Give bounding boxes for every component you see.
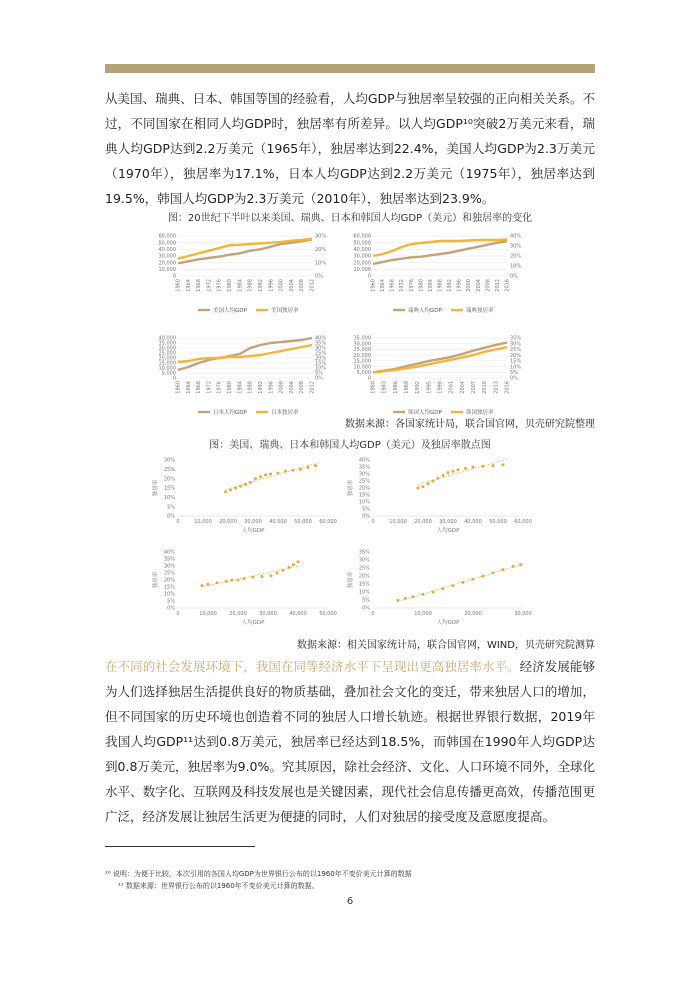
scatter-point [282, 569, 285, 572]
y-left-tick-label: 0 [367, 375, 371, 382]
y-right-tick-label: 0% [315, 273, 323, 280]
y-tick-label: 15% [358, 581, 370, 588]
scatter-point [472, 466, 475, 469]
x-tick-label: 1980 [227, 381, 234, 394]
y-tick-label: 25% [358, 565, 370, 572]
x-tick-label: 1968 [196, 279, 203, 292]
y-left-tick-label: 0 [172, 375, 176, 382]
x-tick-label: 2004 [459, 381, 466, 394]
x-tick-label: 2012 [309, 381, 316, 394]
scatter-point [243, 577, 246, 580]
y-left-tick-label: 25,000 [158, 350, 176, 357]
line-chart-sweden [345, 228, 535, 320]
y-tick-label: 0% [362, 605, 370, 612]
x-tick-label: 1992 [415, 381, 422, 394]
scatter-point [442, 587, 445, 590]
y-right-tick-label: 10% [510, 364, 522, 371]
y-tick-label: 5% [167, 504, 175, 511]
x-tick-label: 1988 [437, 279, 444, 292]
y-left-tick-label: 60,000 [353, 233, 371, 240]
legend-label: 日本独居率 [271, 410, 299, 416]
y-tick-label: 20% [163, 476, 175, 483]
x-tick-label: 0 [176, 519, 180, 525]
y-left-tick-label: 30,000 [158, 253, 176, 260]
x-tick-label: 1992 [447, 279, 454, 292]
x-tick-label: 1968 [389, 279, 396, 292]
x-tick-label: 40,000 [269, 519, 287, 525]
scatter-point [314, 464, 317, 467]
y-right-tick-label: 15% [510, 358, 522, 365]
legend-label: 美国独居率 [271, 308, 299, 314]
y-right-tick-label: 25% [510, 347, 522, 354]
x-axis-title: 人均GDP [436, 528, 460, 534]
scatter-point [404, 597, 407, 600]
y-axis-title: 独居率 [348, 571, 354, 589]
x-tick-label: 1964 [380, 279, 387, 292]
x-tick-label: 2000 [278, 279, 285, 292]
x-tick-label: 1988 [247, 279, 254, 292]
y-tick-label: 20% [358, 485, 370, 492]
series-line [373, 241, 507, 264]
paragraph-2 [105, 654, 595, 829]
scatter-point [462, 581, 465, 584]
y-axis-title: 独居率 [153, 479, 159, 497]
scatter-point [492, 464, 495, 467]
scatter-point [261, 575, 264, 578]
scatter-point [225, 580, 228, 583]
y-left-tick-label: 35,000 [158, 340, 176, 347]
legend-label: 韩国独居率 [466, 410, 494, 416]
y-right-tick-label: 30% [315, 233, 327, 240]
x-tick-label: 1996 [268, 279, 275, 292]
x-tick-label: 1960 [175, 381, 182, 394]
series-line [178, 239, 312, 259]
x-tick-label: 2008 [485, 279, 492, 292]
x-tick-label: 1984 [237, 279, 244, 292]
x-tick-label: 1968 [196, 381, 203, 394]
legend-label: 美国人均GDP [213, 308, 247, 314]
scatter-point [502, 463, 505, 466]
scatter-point [201, 584, 204, 587]
legend-label: 瑞典独居率 [466, 308, 494, 314]
figure2-caption: 图：美国、瑞典、日本和韩国人均GDP（美元）及独居率散点图 [209, 440, 491, 451]
scatter-point [417, 487, 420, 490]
y-right-tick-label: 30% [510, 341, 522, 348]
y-right-tick-label: 20% [315, 355, 327, 362]
y-left-tick-label: 0 [172, 273, 176, 280]
scatter-point [216, 581, 219, 584]
y-left-tick-label: 5,000 [161, 370, 176, 377]
scatter-point [502, 568, 505, 571]
y-tick-label: 25% [163, 467, 175, 474]
x-tick-label: 40,000 [464, 519, 482, 525]
scatter-point [276, 572, 279, 575]
scatter-point [259, 475, 262, 478]
y-tick-label: 5% [362, 506, 370, 513]
x-tick-label: 1972 [206, 279, 213, 292]
y-right-tick-label: 20% [315, 247, 327, 254]
y-tick-label: 0% [167, 513, 175, 520]
y-right-tick-label: 10% [315, 260, 327, 267]
y-tick-label: 30% [163, 563, 175, 570]
scatter-chart-sweden [345, 454, 535, 538]
scatter-point [249, 481, 252, 484]
x-tick-label: 2004 [288, 381, 295, 394]
y-right-tick-label: 40% [315, 335, 327, 342]
x-tick-label: 2010 [482, 381, 489, 394]
y-tick-label: 35% [163, 556, 175, 563]
y-left-tick-label: 50,000 [158, 240, 176, 247]
y-axis-title: 独居率 [348, 479, 354, 497]
y-right-tick-label: 20% [510, 253, 522, 260]
scatter-point [519, 563, 522, 566]
x-axis-title: 人均GDP [241, 528, 265, 534]
scatter-point [239, 485, 242, 488]
scatter-point [472, 578, 475, 581]
y-left-tick-label: 60,000 [158, 233, 176, 240]
y-left-tick-label: 10,000 [353, 267, 371, 274]
y-right-tick-label: 25% [315, 350, 327, 357]
y-left-tick-label: 40,000 [158, 247, 176, 254]
x-tick-label: 20,000 [464, 611, 482, 617]
scatter-point [297, 560, 300, 563]
y-tick-label: 15% [163, 584, 175, 591]
figure1-caption: 图：20世纪下半叶以来美国、瑞典、日本和韩国人均GDP（美元）和独居率的变化 [167, 213, 533, 224]
y-tick-label: 5% [362, 597, 370, 604]
x-tick-label: 1960 [175, 279, 182, 292]
scatter-point [292, 469, 295, 472]
x-tick-label: 2000 [466, 279, 473, 292]
scatter-point [292, 563, 295, 566]
scatter-point [270, 574, 273, 577]
scatter-point [288, 566, 291, 569]
y-tick-label: 30% [163, 457, 175, 464]
x-axis-title: 人均GDP [241, 620, 265, 626]
y-right-tick-label: 5% [315, 370, 323, 377]
x-tick-label: 2012 [494, 279, 501, 292]
x-tick-label: 1964 [185, 381, 192, 394]
scatter-point [482, 465, 485, 468]
figure2-source: 数据来源：相关国家统计局，联合国官网，WIND，贝壳研究院测算 [296, 640, 595, 651]
header-accent-bar [105, 64, 595, 73]
scatter-point [422, 593, 425, 596]
x-tick-label: 1992 [257, 279, 264, 292]
x-tick-label: 2012 [309, 279, 316, 292]
x-tick-label: 1995 [426, 381, 433, 394]
y-tick-label: 35% [358, 549, 370, 556]
scatter-point [442, 474, 445, 477]
y-tick-label: 30% [358, 471, 370, 478]
paragraph-2-body: 经济发展能够为人们选择独居生活提供良好的物质基础，叠加社会文化的变迁，带来独居人口的增加，但不同国家的历史环境也创造着不同的独居人口增长轨迹。根据世界银行数据，2019年我国人均GDP¹¹达到0.8万美元，独居率已经达到18.5%，而韩国在1990年人均GDP达到0.8万美元，独居率为9.0%。究其原因，除社会经济、文化、人口环境不同外，全球化水平、数字化、互联网及科技发展也是关键因素，现代社会信息传播更高效，传播范围更广泛，经济发展让独居生活更为便捷的同时，人们对独居的接受度及意愿度提高。 [105, 659, 595, 824]
y-left-tick-label: 30,000 [353, 341, 371, 348]
legend-label: 韩国人均GDP [408, 410, 442, 416]
x-tick-label: 50,000 [294, 519, 312, 525]
scatter-point [427, 482, 430, 485]
y-left-tick-label: 10,000 [353, 364, 371, 371]
y-tick-label: 25% [358, 478, 370, 485]
y-right-tick-label: 15% [315, 360, 327, 367]
y-tick-label: 35% [358, 464, 370, 471]
scatter-point [432, 480, 435, 483]
y-left-tick-label: 10,000 [158, 267, 176, 274]
x-tick-label: 1976 [408, 279, 415, 292]
y-right-tick-label: 30% [315, 345, 327, 352]
y-tick-label: 10% [163, 591, 175, 598]
scatter-point [237, 579, 240, 582]
y-left-tick-label: 0 [367, 273, 371, 280]
scatter-point [254, 477, 257, 480]
y-left-tick-label: 30,000 [353, 253, 371, 260]
scatter-point [464, 467, 467, 470]
y-tick-label: 15% [358, 492, 370, 499]
scatter-point [482, 575, 485, 578]
y-left-tick-label: 20,000 [353, 260, 371, 267]
x-tick-label: 0 [371, 611, 375, 617]
paragraph-1: 从美国、瑞典、日本、韩国等国的经验看，人均GDP与独居率呈较强的正向相关关系。不过，不同国家在相同人均GDP时，独居率有所差异。以人均GDP¹⁰突破2万美元来看，瑞典人均GDP达到2.2万美元（1965年），独居率达到22.4%，美国人均GDP为2.3万美元（1970年），独居率为17.1%，日本人均GDP达到2.2万美元（1975年），独居率达到19.5%，韩国人均GDP为2.3万美元（2010年），独居率达到23.9%。 [105, 91, 595, 206]
scatter-point [207, 583, 210, 586]
y-left-tick-label: 50,000 [353, 240, 371, 247]
x-tick-label: 1996 [456, 279, 463, 292]
legend-label: 瑞典人均GDP [408, 308, 442, 314]
y-tick-label: 20% [358, 573, 370, 580]
scatter-point [307, 466, 310, 469]
x-tick-label: 50,000 [319, 611, 337, 617]
x-tick-label: 1964 [185, 279, 192, 292]
y-tick-label: 25% [163, 570, 175, 577]
y-right-tick-label: 0% [510, 375, 518, 382]
x-tick-label: 20,000 [229, 611, 247, 617]
y-tick-label: 15% [163, 485, 175, 492]
scatter-point [244, 483, 247, 486]
y-tick-label: 10% [358, 589, 370, 596]
y-right-tick-label: 35% [510, 335, 522, 342]
x-tick-label: 1986 [392, 381, 399, 394]
legend-label: 日本人均GDP [213, 410, 247, 416]
scatter-point [422, 485, 425, 488]
y-axis-title: 独居率 [153, 571, 159, 589]
x-tick-label: 1980 [418, 279, 425, 292]
y-tick-label: 40% [163, 549, 175, 556]
series-line [178, 345, 312, 362]
y-tick-label: 0% [362, 513, 370, 520]
y-right-tick-label: 40% [510, 233, 522, 240]
y-left-tick-label: 35,000 [353, 335, 371, 342]
y-left-tick-label: 40,000 [353, 247, 371, 254]
x-tick-label: 2013 [493, 381, 500, 394]
x-tick-label: 10,000 [414, 611, 432, 617]
x-tick-label: 30,000 [514, 611, 532, 617]
page-number: 6 [346, 896, 354, 907]
x-tick-label: 2001 [448, 381, 455, 394]
x-tick-label: 60,000 [514, 519, 532, 525]
x-tick-label: 10,000 [389, 519, 407, 525]
y-tick-label: 40% [358, 457, 370, 464]
x-tick-label: 1983 [381, 381, 388, 394]
x-tick-label: 10,000 [199, 611, 217, 617]
x-tick-label: 30,000 [259, 611, 277, 617]
y-tick-label: 30% [358, 557, 370, 564]
scatter-point [234, 487, 237, 490]
y-tick-label: 0% [167, 605, 175, 612]
x-tick-label: 2000 [278, 381, 285, 394]
x-tick-label: 1988 [247, 381, 254, 394]
x-tick-label: 30,000 [439, 519, 457, 525]
line-chart-korea [345, 330, 535, 422]
x-tick-label: 2008 [299, 381, 306, 394]
scatter-point [437, 477, 440, 480]
x-tick-label: 2004 [288, 279, 295, 292]
x-tick-label: 20,000 [219, 519, 237, 525]
x-tick-label: 0 [371, 519, 375, 525]
y-left-tick-label: 15,000 [353, 358, 371, 365]
x-tick-label: 1972 [399, 279, 406, 292]
x-tick-label: 50,000 [489, 519, 507, 525]
scatter-point [457, 468, 460, 471]
y-right-tick-label: 35% [315, 340, 327, 347]
scatter-chart-japan [150, 546, 340, 630]
x-tick-label: 2004 [475, 279, 482, 292]
y-tick-label: 10% [358, 499, 370, 506]
scatter-point [269, 473, 272, 476]
scatter-point [397, 599, 400, 602]
scatter-point [492, 571, 495, 574]
scatter-point [452, 584, 455, 587]
x-tick-label: 1984 [427, 279, 434, 292]
x-tick-label: 30,000 [244, 519, 262, 525]
x-tick-label: 1992 [257, 381, 264, 394]
trendline [418, 459, 507, 484]
x-tick-label: 1984 [237, 381, 244, 394]
scatter-point [252, 576, 255, 579]
y-left-tick-label: 20,000 [158, 260, 176, 267]
x-tick-label: 1960 [370, 279, 377, 292]
scatter-point [224, 490, 227, 493]
x-tick-label: 1996 [268, 381, 275, 394]
scatter-point [231, 579, 234, 582]
x-tick-label: 2016 [504, 279, 511, 292]
scatter-point [447, 471, 450, 474]
scatter-point [264, 473, 267, 476]
x-tick-label: 2007 [471, 381, 477, 394]
y-right-tick-label: 0% [315, 375, 323, 382]
y-tick-label: 20% [163, 577, 175, 584]
y-right-tick-label: 20% [510, 352, 522, 359]
series-line [373, 343, 507, 373]
y-tick-label: 10% [163, 495, 175, 502]
y-right-tick-label: 5% [510, 369, 518, 376]
paragraph-2-highlight: 在不同的社会发展环境下，我国在同等经济水平下呈现出更高独居率水平。 [105, 659, 520, 674]
scatter-point [299, 468, 302, 471]
y-left-tick-label: 20,000 [353, 352, 371, 359]
y-left-tick-label: 30,000 [158, 345, 176, 352]
x-tick-label: 1989 [404, 381, 410, 394]
scatter-point [432, 591, 435, 594]
x-tick-label: 1980 [227, 279, 234, 292]
footnote-10: ¹⁰ 说明：为便于比较，本次引用的各国人均GDP为世界银行公布的以1960年不变价美元计算的数据 [105, 870, 412, 878]
x-tick-label: 1980 [370, 381, 377, 394]
x-tick-label: 40,000 [289, 611, 307, 617]
scatter-chart-us [150, 454, 340, 538]
x-tick-label: 60,000 [319, 519, 337, 525]
y-right-tick-label: 30% [510, 243, 522, 250]
footnote-divider [105, 846, 255, 847]
x-tick-label: 1976 [216, 381, 223, 394]
x-tick-label: 2016 [504, 381, 511, 394]
trendline [398, 563, 525, 601]
line-chart-japan [150, 330, 340, 422]
y-right-tick-label: 10% [315, 365, 327, 372]
y-left-tick-label: 15,000 [158, 360, 176, 367]
scatter-point [452, 470, 455, 473]
scatter-point [412, 595, 415, 598]
x-tick-label: 1972 [206, 381, 213, 394]
figure1-source: 数据来源：各国家统计局，联合国官网，贝壳研究院整理 [345, 419, 595, 430]
y-left-tick-label: 5,000 [356, 369, 371, 376]
y-tick-label: 5% [167, 598, 175, 605]
scatter-point [229, 488, 232, 491]
x-tick-label: 2008 [299, 279, 306, 292]
scatter-point [277, 472, 280, 475]
y-left-tick-label: 25,000 [353, 347, 371, 354]
scatter-point [284, 470, 287, 473]
y-right-tick-label: 10% [510, 263, 522, 270]
y-right-tick-label: 0% [510, 273, 518, 280]
scatter-point [512, 565, 515, 568]
x-tick-label: 20,000 [414, 519, 432, 525]
y-left-tick-label: 40,000 [158, 335, 176, 342]
y-left-tick-label: 10,000 [158, 365, 176, 372]
x-tick-label: 0 [176, 611, 180, 617]
scatter-chart-korea [345, 546, 535, 630]
x-tick-label: 1976 [216, 279, 223, 292]
x-tick-label: 1998 [437, 381, 444, 394]
line-chart-us [150, 228, 340, 320]
y-left-tick-label: 20,000 [158, 355, 176, 362]
footnote-11: ¹¹ 数据来源：世界银行公布的以1960年不变价美元计算的数据。 [118, 882, 319, 890]
x-axis-title: 人均GDP [436, 620, 460, 626]
x-tick-label: 10,000 [194, 519, 212, 525]
